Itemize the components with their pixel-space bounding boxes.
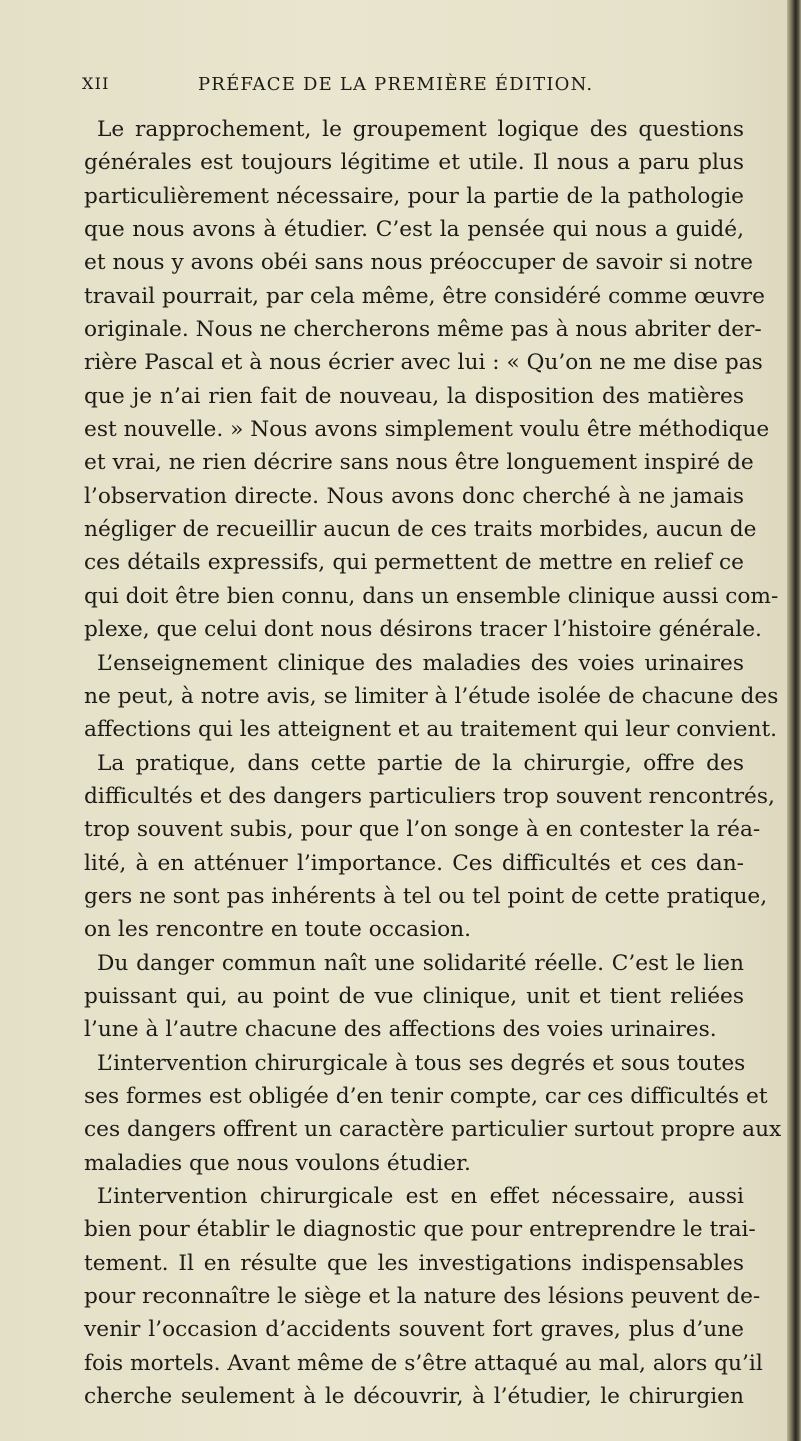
text-line: négliger de recueillir aucun de ces traits morbides, aucun de xyxy=(84,517,757,543)
text-line: puissant qui, au point de vue clinique, unit et tient reliées xyxy=(84,983,744,1009)
text-line: ces détails expressifs, qui permettent de mettre en relief ce xyxy=(84,550,744,576)
text-line: L’enseignement clinique des maladies des voies urinaires xyxy=(97,650,744,676)
text-line: affections qui les atteignent et au traitement qui leur convient. xyxy=(84,717,778,743)
text-line: pour reconnaître le siège et la nature des lésions peuvent de- xyxy=(84,1284,761,1310)
text-line: maladies que nous voulons étudier. xyxy=(84,1150,471,1176)
text-line: fois mortels. Avant même de s’être attaqué au mal, alors qu’il xyxy=(84,1350,763,1376)
text-line: ces dangers offrent un caractère particulier surtout propre aux xyxy=(84,1117,782,1143)
text-line: que je n’ai rien fait de nouveau, la disposition des matières xyxy=(84,383,744,409)
text-line: l’une à l’autre chacune des affections des voies urinaires. xyxy=(84,1017,717,1043)
text-line: et vrai, ne rien décrire sans nous être longuement inspiré de xyxy=(84,450,754,476)
text-line: travail pourrait, par cela même, être considéré comme œuvre xyxy=(84,283,765,309)
text-line: L’intervention chirurgicale à tous ses degrés et sous toutes xyxy=(97,1050,746,1076)
text-line: L’intervention chirurgicale est en effet nécessaire, aussi xyxy=(97,1184,744,1209)
text-line: trop souvent subis, pour que l’on songe à en contester la réa- xyxy=(84,817,761,843)
text-line: rière Pascal et à nous écrier avec lui : « Qu’on ne me dise pas xyxy=(84,350,763,376)
text-line: gers ne sont pas inhérents à tel ou tel point de cette pratique, xyxy=(84,883,768,909)
text-line: particulièrement nécessaire, pour la partie de la pathologie xyxy=(84,183,744,209)
text-line: cherche seulement à le découvrir, à l’étudier, le chirurgien xyxy=(84,1384,744,1410)
text-line: est nouvelle. » Nous avons simplement voulu être méthodique xyxy=(84,417,770,443)
text-line: plexe, que celui dont nous désirons tracer l’histoire générale. xyxy=(84,617,762,643)
text-line: tement. Il en résulte que les investigations indispensables xyxy=(84,1250,744,1276)
text-line: et nous y avons obéi sans nous préoccuper de savoir si notre xyxy=(84,250,753,276)
text-line: Le rapprochement, le groupement logique des questions xyxy=(97,117,744,142)
text-line: ses formes est obligée d’en tenir compte, car ces difficultés et xyxy=(84,1083,768,1109)
text-line: l’observation directe. Nous avons donc cherché à ne jamais xyxy=(84,483,744,509)
text-line: bien pour établir le diagnostic que pour entreprendre le trai- xyxy=(84,1217,756,1243)
page-number: XII xyxy=(82,74,110,93)
text-line: lité, à en atténuer l’importance. Ces difficultés et ces dan- xyxy=(84,850,744,876)
text-line: La pratique, dans cette partie de la chirurgie, offre des xyxy=(97,750,744,776)
text-line: ne peut, à notre avis, se limiter à l’étude isolée de chacune des xyxy=(84,683,779,709)
text-line: difficultés et des dangers particuliers trop souvent rencontrés, xyxy=(84,783,775,809)
page-binding-edge xyxy=(787,0,801,1441)
text-line: que nous avons à étudier. C’est la pensée qui nous a guidé, xyxy=(84,217,744,243)
running-header xyxy=(82,74,742,100)
text-line: générales est toujours légitime et utile. Il nous a paru plus xyxy=(84,150,744,176)
text-line: qui doit être bien connu, dans un ensemble clinique aussi com- xyxy=(84,583,779,609)
running-title: PRÉFACE DE LA PREMIÈRE ÉDITION. xyxy=(198,74,594,95)
text-line: on les rencontre en toute occasion. xyxy=(84,917,472,943)
text-line: venir l’occasion d’accidents souvent fort graves, plus d’une xyxy=(84,1317,744,1343)
text-line: originale. Nous ne chercherons même pas à nous abriter der- xyxy=(84,317,762,343)
preface-body-text xyxy=(84,113,782,1413)
text-line: Du danger commun naît une solidarité réelle. C’est le lien xyxy=(97,950,744,976)
